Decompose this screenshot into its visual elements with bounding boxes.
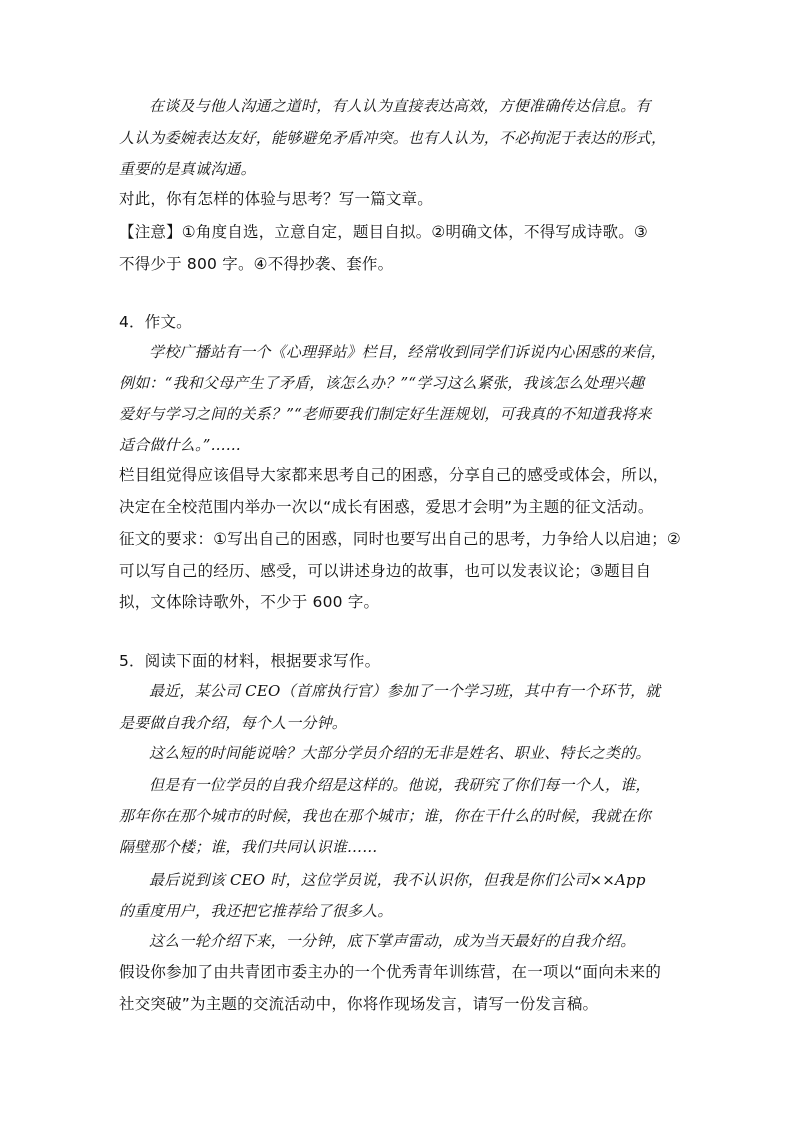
s4-line-8: 可以写自己的经历、感受，可以讲述身边的故事，也可以发表议论；③题目自 bbox=[119, 562, 652, 580]
s3-notice: 【注意】①角度自选，立意自定，题目自拟。②明确文体，不得写成诗歌。③ bbox=[119, 223, 648, 241]
s5-line-1: 最近，某公司 CEO（首席执行官）参加了一个学习班，其中有一个环节，就 bbox=[149, 682, 661, 700]
s5-line-4: 但是有一位学员的自我介绍是这样的。他说，我研究了你们每一个人，谁， bbox=[149, 776, 651, 794]
s4-line-6: 决定在全校范围内举办一次以“成长有困惑，爱思才会明”为主题的征文活动。 bbox=[119, 498, 654, 516]
s5-line-2: 是要做自我介绍，每个人一分钟。 bbox=[119, 714, 348, 732]
s3-line-3: 重要的是真诚沟通。 bbox=[119, 160, 256, 178]
s3-prompt: 对此，你有怎样的体验与思考？写一篇文章。 bbox=[119, 190, 434, 208]
s3-line-2: 人认为委婉表达友好，能够避免矛盾冲突。也有人认为，不必拘泥于表达的形式， bbox=[119, 129, 667, 147]
s4-line-9: 拟，文体除诗歌外，不少于 600 字。 bbox=[119, 593, 380, 611]
s4-line-1: 学校广播站有一个《心理驿站》栏目，经常收到同学们诉说内心困惑的来信， bbox=[149, 343, 666, 361]
s4-line-3: 爱好与学习之间的关系？”“老师要我们制定好生涯规划，可我真的不知道我将来 bbox=[119, 405, 652, 423]
s5-line-7: 最后说到该 CEO 时，这位学员说，我不认识你，但我是你们公司××App bbox=[149, 871, 646, 889]
s5-line-8: 的重度用户，我还把它推荐给了很多人。 bbox=[119, 902, 393, 920]
s4-line-4: 适合做什么。”…… bbox=[119, 436, 241, 454]
s5-line-3: 这么短的时间能说啥？大部分学员介绍的无非是姓名、职业、特长之类的。 bbox=[149, 744, 651, 762]
s4-line-2: 例如：“我和父母产生了矛盾，该怎么办？”“学习这么紧张，我该怎么处理兴趣 bbox=[119, 374, 645, 392]
s5-line-6: 隔壁那个楼；谁，我们共同认识谁…… bbox=[119, 838, 378, 856]
s5-heading: 5．阅读下面的材料，根据要求写作。 bbox=[119, 652, 381, 670]
s4-line-5: 栏目组觉得应该倡导大家都来思考自己的困惑，分享自己的感受或体会，所以， bbox=[119, 466, 669, 484]
s5-task-2: 社交突破”为主题的交流活动中，你将作现场发言，请写一份发言稿。 bbox=[119, 995, 599, 1013]
s3-line-1: 在谈及与他人沟通之道时，有人认为直接表达高效，方便准确传达信息。有 bbox=[149, 97, 651, 115]
s4-heading: 4．作文。 bbox=[119, 313, 192, 331]
s4-line-7: 征文的要求：①写出自己的困惑，同时也要写出自己的思考，力争给人以启迪；② bbox=[119, 530, 681, 548]
s5-task-1: 假设你参加了由共青团市委主办的一个优秀青年训练营，在一项以“面向未来的 bbox=[119, 963, 662, 981]
s5-line-9: 这么一轮介绍下来，一分钟，底下掌声雷动，成为当天最好的自我介绍。 bbox=[149, 932, 636, 950]
s5-line-5: 那年你在那个城市的时候，我也在那个城市；谁，你在干什么的时候，我就在你 bbox=[119, 807, 652, 825]
s3-notice-cont: 不得少于 800 字。④不得抄袭、套作。 bbox=[119, 255, 394, 273]
